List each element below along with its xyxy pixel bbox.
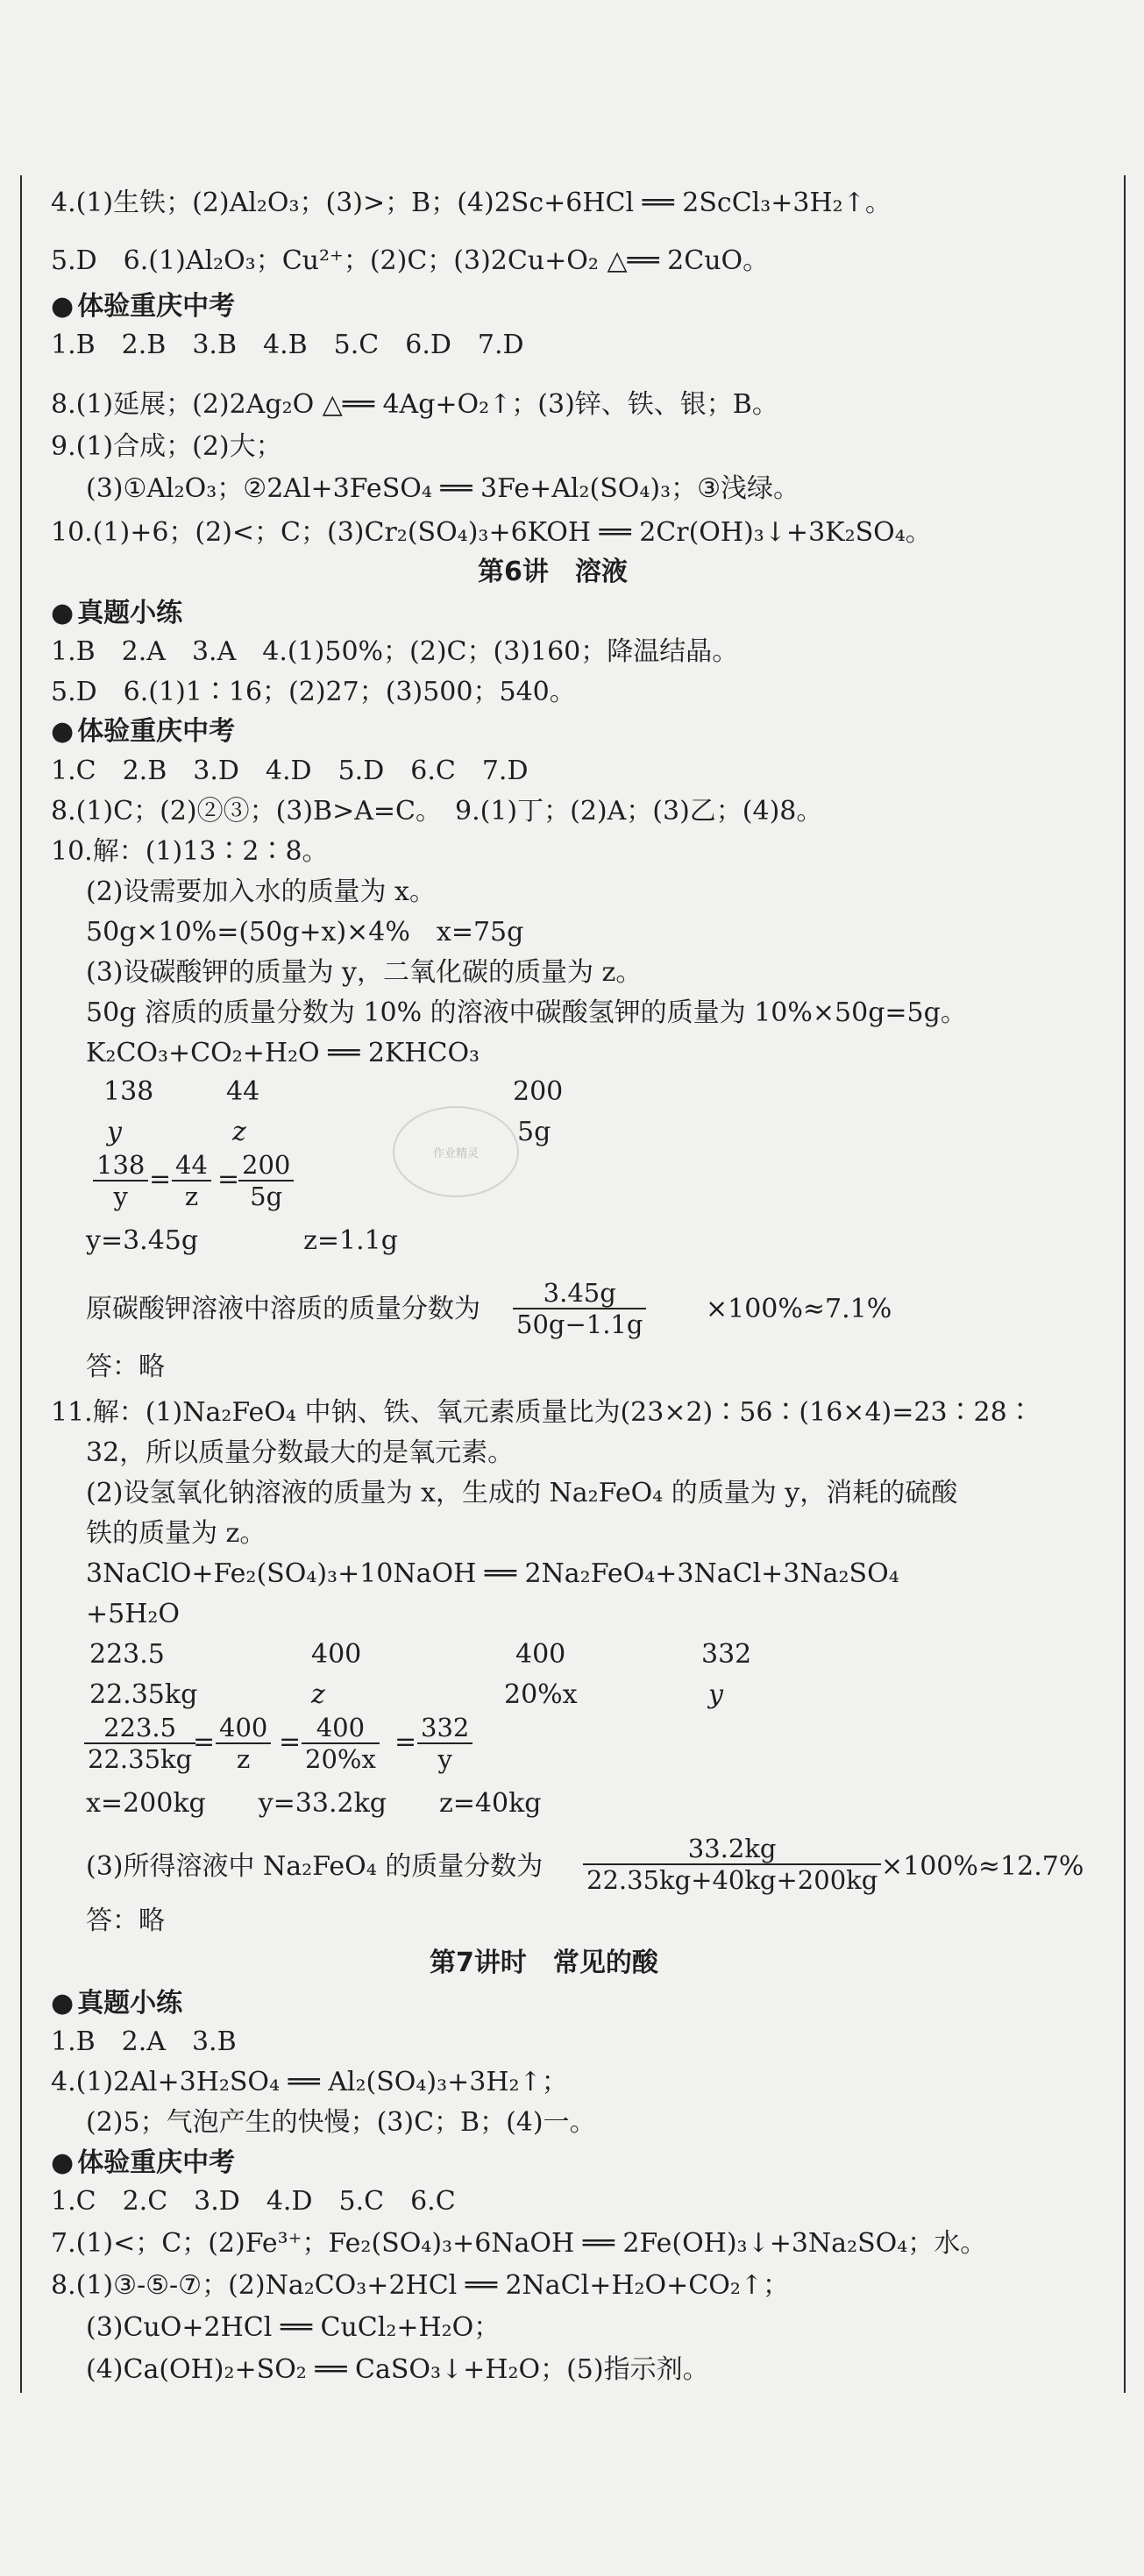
fraction-numerator: 200 [238,1150,294,1182]
fraction-numerator: 400 [216,1713,271,1744]
answer-line: x=200kg y=33.2kg z=40kg [86,1788,542,1819]
answer-line: 1.B 2.B 3.B 4.B 5.C 6.D 7.D [51,330,524,360]
fraction-denominator: 22.35kg+40kg+200kg [586,1865,878,1895]
answer-line: (2)5；气泡产生的快慢；(3)C；B；(4)一。 [86,2107,596,2138]
answer-line: 50g×10%=(50g+x)×4% x=75g [86,917,524,947]
section-heading: ● 体验重庆中考 [51,289,235,324]
fraction-numerator: 33.2kg [583,1834,881,1865]
fraction-denominator: 50g−1.1g [516,1309,643,1339]
answer-line: 铁的质量为 z。 [86,1518,266,1549]
fraction-denominator: 20%x [305,1744,376,1774]
equation-value: 400 [311,1639,362,1670]
answer-line: (3)①Al₂O₃；②2Al+3FeSO₄ ══ 3Fe+Al₂(SO₄)₃；③浅绿。 [86,473,799,504]
answer-line: (2)设需要加入水的质量为 x。 [86,876,436,907]
equals-sign: = [394,1727,417,1757]
answer-line: 1.B 2.A 3.B [51,2026,237,2057]
equation-value: y [107,1117,122,1147]
equation-value: 44 [226,1076,260,1107]
fraction-numerator: 400 [302,1713,380,1744]
fraction-denominator: z [184,1182,199,1211]
answer-line: (2)设氢氧化钠溶液的质量为 x，生成的 Na₂FeO₄ 的质量为 y，消耗的硫酸 [86,1478,958,1508]
answer-line: 50g 溶质的质量分数为 10% 的溶液中碳酸氢钾的质量为 10%×50g=5g。 [86,997,967,1028]
equation-value: 223.5 [89,1639,165,1670]
answer-line: 答：略 [86,1905,165,1936]
fraction [238,1150,294,1211]
fraction-denominator: y [113,1182,128,1211]
answer-line: 9.(1)合成；(2)大； [51,431,282,462]
answer-line: 4.(1)2Al+3H₂SO₄ ══ Al₂(SO₄)₃+3H₂↑； [51,2067,568,2097]
answer-line: 8.(1)③-⑤-⑦；(2)Na₂CO₃+2HCl ══ 2NaCl+H₂O+CO₂↑； [51,2270,789,2301]
answer-line: +5H₂O [86,1599,181,1629]
fraction [216,1713,271,1774]
fraction [93,1150,148,1211]
equation-value: z [311,1679,325,1710]
fraction [302,1713,380,1774]
answer-line: 8.(1)延展；(2)2Ag₂O △══ 4Ag+O₂↑；(3)锌、铁、银；B。 [51,389,778,420]
answer-line: y=3.45g z=1.1g [86,1225,398,1256]
answer-line: (3)设碳酸钾的质量为 y，二氧化碳的质量为 z。 [86,957,643,988]
answer-line: 10.解：(1)13∶2∶8。 [51,836,329,867]
chapter-title: 第7讲时 常见的酸 [430,1948,658,1978]
fraction-numerator: 223.5 [84,1713,195,1744]
equals-sign: = [217,1164,240,1195]
chapter-title: 第6讲 溶液 [478,557,628,587]
section-heading: ● 体验重庆中考 [51,2146,235,2181]
fraction [513,1278,646,1339]
equals-sign: = [149,1164,172,1195]
equation-value: 5g [517,1117,551,1147]
answer-line: K₂CO₃+CO₂+H₂O ══ 2KHCO₃ [86,1038,480,1068]
percent-result: ×100%≈12.7% [881,1851,1084,1882]
equals-sign: = [193,1727,216,1757]
percent-result: ×100%≈7.1% [706,1294,892,1324]
answer-line: 4.(1)生铁；(2)Al₂O₃；(3)>；B；(4)2Sc+6HCl ══ 2ScCl₃+3H₂↑。 [51,188,892,218]
fraction-denominator: 22.35kg [88,1744,193,1774]
answer-line: 1.C 2.B 3.D 4.D 5.D 6.C 7.D [51,756,529,786]
answer-line: 8.(1)C；(2)②③；(3)B>A=C。 9.(1)丁；(2)A；(3)乙；(4)8。 [51,796,823,827]
equation-value: 138 [103,1076,154,1107]
equation-value: 400 [515,1639,566,1670]
watermark-stamp [393,1106,519,1197]
answer-line: 3NaClO+Fe₂(SO₄)₃+10NaOH ══ 2Na₂FeO₄+3NaCl+3Na₂SO₄ [86,1558,899,1589]
equals-sign: = [279,1727,302,1757]
right-border-line [1124,175,1126,2393]
answer-line: 5.D 6.(1)1∶16；(2)27；(3)500；540。 [51,677,576,707]
equation-value: 332 [701,1639,752,1670]
answer-line: 7.(1)<；C；(2)Fe³⁺；Fe₂(SO₄)₃+6NaOH ══ 2Fe(OH)₃↓+3Na₂SO₄；水。 [51,2228,987,2259]
answer-line: (4)Ca(OH)₂+SO₂ ══ CaSO₃↓+H₂O；(5)指示剂。 [86,2354,709,2385]
answer-line: 5.D 6.(1)Al₂O₃；Cu²⁺；(2)C；(3)2Cu+O₂ △══ 2CuO。 [51,245,770,276]
answer-line: 10.(1)+6；(2)<；C；(3)Cr₂(SO₄)₃+6KOH ══ 2Cr(OH)₃↓+3K₂SO₄。 [51,517,932,548]
section-heading: ● 真题小练 [51,1986,182,2021]
equation-value: y [708,1679,723,1710]
section-heading: ● 真题小练 [51,596,182,631]
stamp-text: 作业精灵 [432,1146,479,1160]
answer-line: 1.B 2.A 3.A 4.(1)50%；(2)C；(3)160；降温结晶。 [51,636,739,667]
left-border-line [20,175,22,2393]
answer-line: 32，所以质量分数最大的是氧元素。 [86,1437,515,1468]
section-heading: ● 体验重庆中考 [51,714,235,749]
equation-value: z [232,1117,246,1147]
fraction [172,1150,211,1211]
fraction-numerator: 138 [93,1150,148,1182]
answer-line: 答：略 [86,1352,165,1382]
fraction-numerator: 332 [417,1713,473,1744]
equation-value: 22.35kg [89,1679,198,1710]
fraction-denominator: z [237,1744,251,1774]
answer-line: 1.C 2.C 3.D 4.D 5.C 6.C [51,2186,456,2217]
answer-line: (3)CuO+2HCl ══ CuCl₂+H₂O； [86,2312,501,2343]
fraction [583,1834,881,1895]
answer-line: 11.解：(1)Na₂FeO₄ 中钠、铁、氧元素质量比为(23×2)∶56∶(16×4)=23∶28∶ [51,1397,1034,1428]
fraction [417,1713,473,1774]
fraction-denominator: y [437,1744,452,1774]
fraction-numerator: 3.45g [513,1278,646,1309]
equation-value: 20%x [504,1679,578,1710]
fraction [84,1713,195,1774]
fraction-denominator: 5g [250,1182,283,1211]
answer-line: (3)所得溶液中 Na₂FeO₄ 的质量分数为 [86,1851,544,1882]
answer-line: 原碳酸钾溶液中溶质的质量分数为 [86,1294,480,1324]
fraction-numerator: 44 [172,1150,211,1182]
equation-value: 200 [513,1076,564,1107]
